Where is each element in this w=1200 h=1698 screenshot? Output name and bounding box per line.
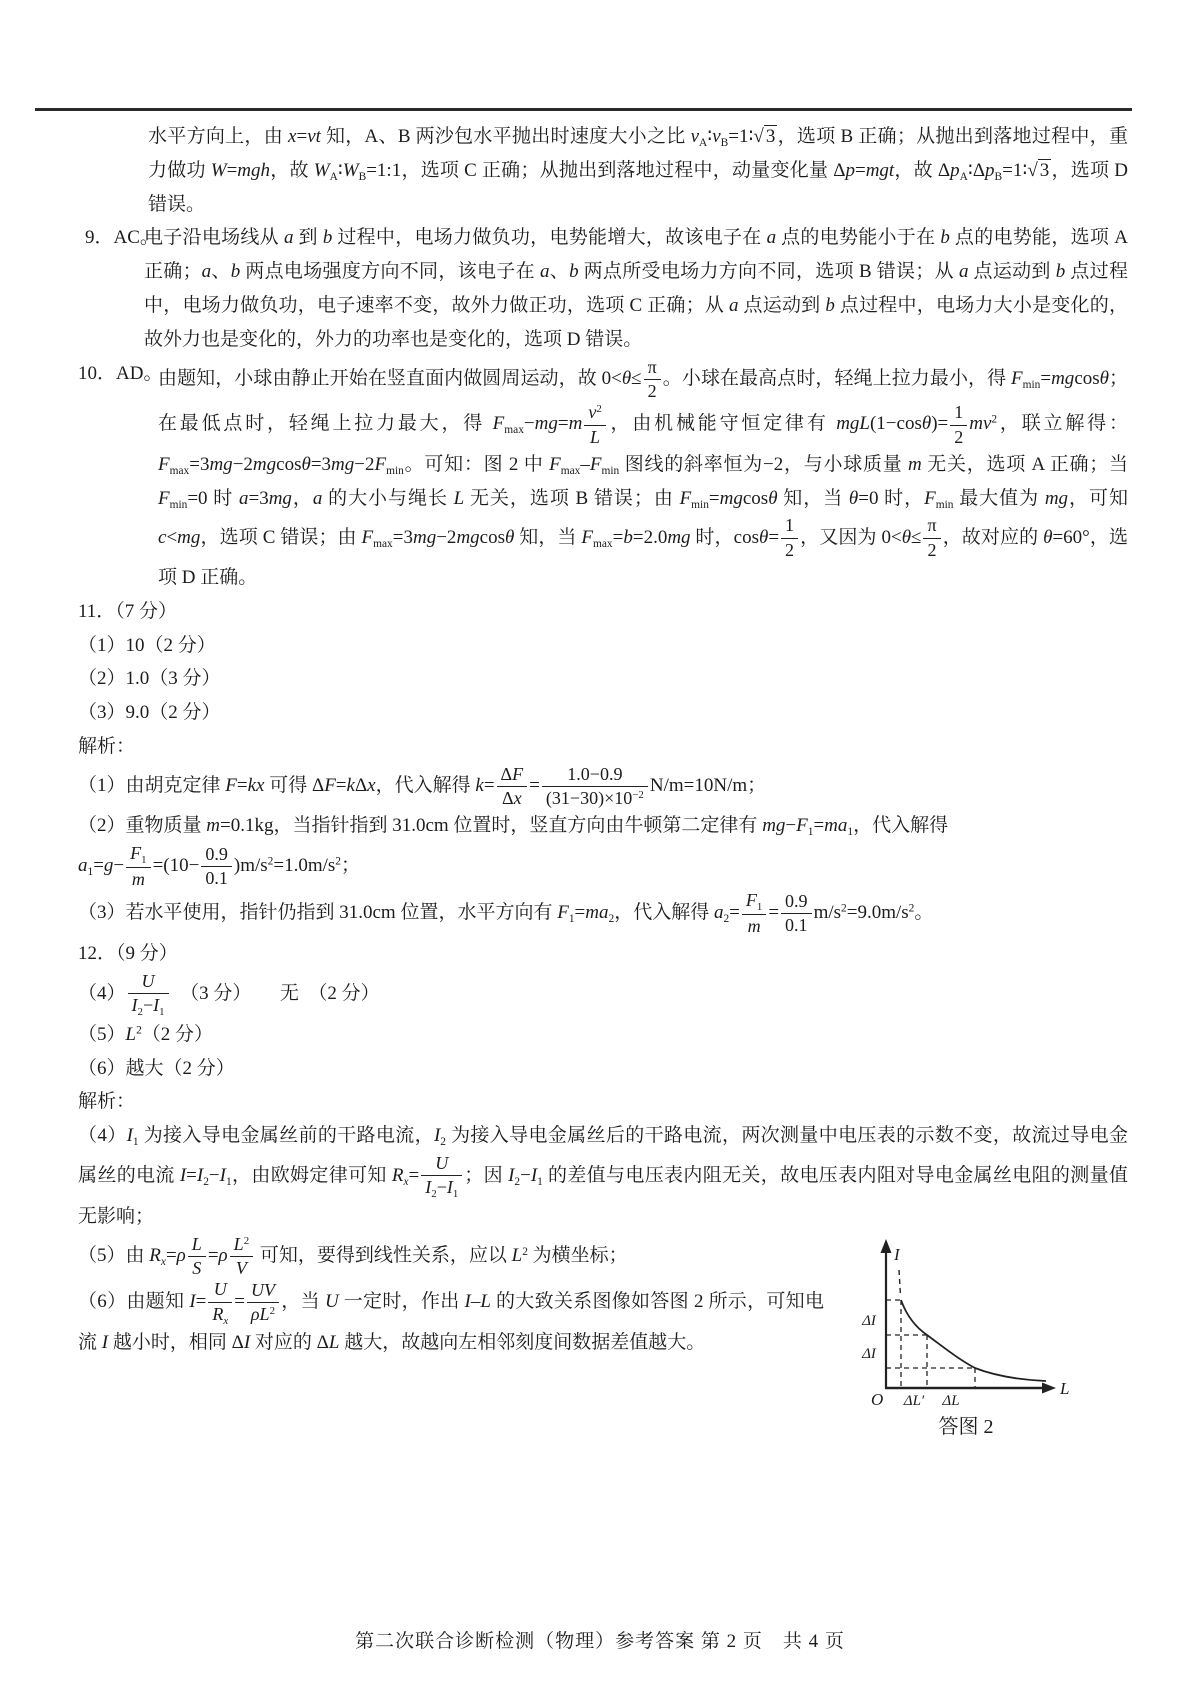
q12-header: 12．（9 分） xyxy=(78,943,178,965)
q12-analysis-4: $(4)I_1$ 为接入导电金属丝前的干路电流，$I_2$ 为接入导电金属丝后的干路电流，两次测量中电压表的示数不变，故流过导电金属丝的电流 $I=I_2-I_1$，由欧姆定律可知 $R_x=$ $\frac{U}{I_2-I_1}$ ；因 $I_2-I_1$ 的差值与电压表内阻无关，故电压表内阻对导电金属丝电阻的测量值无影响； xyxy=(78,1125,1128,1227)
page-content xyxy=(78,120,1128,1446)
x-axis-label: L xyxy=(1060,1378,1070,1398)
q12-answer-6: （6）越大（2 分） xyxy=(78,1057,235,1079)
q10-item xyxy=(78,357,1128,595)
q11-answer-1: （1）10（2 分） xyxy=(78,634,216,656)
y-axis-arrow xyxy=(881,1239,892,1253)
q10-explanation: 由题知，小球由静止开始在竖直面内做圆周运动，故 0<θ≤ $\frac{\pi}{2}$ 。小球在最高点时，轻绳上拉力最小，得 $F_{min}=mgcos\theta$；在最低点时，轻绳上拉力最大，得 $F_{max}-mg=m$ $\frac{v^2}{L}$ ，由机械能守恒定律有 mgL(1−cosθ)= $\frac{1}{2}$ $mv^2$，联立解得：$F_{max}=3mg-2mgcos\theta=3mg-2F_{min}$。可知：图 2 中 $F_{max}-F_{min}$ 图线的斜率恒为−2，与小球质量 m 无关，选项 A 正确；当 $F_{min}=0$ 时 a=3mg，a 的大小与绳长 L 无关，选项 B 错误；由 $F_{min}=mgcos\theta$ 知，当 θ=0 时，$F_{min}$ 最大值为 mg，可知 c<mg，选项 C 错误；由 $F_{max}=3mg-2mgcos\theta$ 知，当 $F_{max}=b=2.0mg$ 时，cosθ= $\frac{1}{2}$ ，又因为 0<θ≤ $\frac{\pi}{2}$ ，故对应的 θ=60°，选项 D 正确。 xyxy=(158,356,1128,588)
i-l-curve xyxy=(901,1300,1046,1381)
q11-answer-3: （3）9.0（2 分） xyxy=(78,702,221,724)
delta-l-prime-label: ΔL′ xyxy=(903,1392,925,1409)
top-rule xyxy=(35,108,1132,111)
curve-dashed-extension xyxy=(899,1270,901,1296)
q8-continuation-paragraph: 水平方向上，由 x=vt 知，A、B 两沙包水平抛出时速度大小之比 $v_A∶v_B=1∶√$ 3 ，选项 B 正确；从抛出到落地过程中，重力做功 W=mgh，故 $W_A∶W_B=1:1$，选项 C 正确；从抛出到落地过程中，动量变化量 Δp=mgt，故 $\Delta p_A∶\Delta p_B=1∶√$ 3 ，选项 D 错误。 xyxy=(148,126,1128,215)
delta-l-label: ΔL xyxy=(942,1392,960,1409)
q9-item xyxy=(78,221,1128,356)
q12-analysis-6: （6）由题知 I= $\frac{U}{R_x}$ = $\frac{UV}{\rho L^2}$ ，当 U 一定时，作出 I–L 的大致关系图像如答图 2 所示，可知电流 I 越小时，相同 ΔI 对应的 ΔL 越大，故越向左相邻刻度间数据差值越大。 xyxy=(78,1279,824,1354)
figure-caption: 答图 2 xyxy=(938,1415,994,1438)
origin-label: O xyxy=(871,1389,884,1409)
i-l-curve-graph xyxy=(848,1236,1084,1412)
page-footer: 第二次联合诊断检测（物理）参考答案 第 2 页 共 4 页 xyxy=(355,1631,845,1652)
answer-figure-2 xyxy=(848,1236,1084,1440)
q11-analysis-2: （2）重物质量 m=0.1kg，当指针指到 31.0cm 位置时，竖直方向由牛顿第二定律有 $mg-F_1=ma_1$，代入解得 xyxy=(78,815,949,839)
q11-header: 11．（7 分） xyxy=(78,600,178,622)
delta-i-lower-label: ΔI xyxy=(862,1345,876,1362)
q11-analysis-1: （1）由胡克定律 F=kx 可得 ΔF=kΔx，代入解得 k= $\frac{\Delta F}{\Delta x}$ = $\frac{1.0-0.9}{(31-30)\times 10^{-2}}$ N/m=10N/m； xyxy=(78,763,767,809)
q11-analysis-3: （3）若水平使用，指针仍指到 31.0cm 位置，水平方向有 $F_1=ma_2$，代入解得 $a_2=$ $\frac{F_1}{m}$ = $\frac{0.9}{0.1}$ $m/s^2=9.0m/s^2$。 xyxy=(78,890,934,936)
q12-analysis-section xyxy=(78,1119,1128,1446)
q12-answer-5: $(5)L^2(2$ 分） xyxy=(78,1023,214,1045)
q11-analysis-label: 解析： xyxy=(78,736,136,758)
y-axis-label: I xyxy=(894,1244,900,1264)
delta-i-upper-label: ΔI xyxy=(862,1312,876,1329)
q10-number-answer: 10．AD。 xyxy=(78,362,163,384)
q11-answer-2: （2）1.0（3 分） xyxy=(78,668,221,690)
q12-answer-4: （4） $\frac{U}{I_2-I_1}$ （3 分） 无 （2 分） xyxy=(78,970,380,1018)
q9-explanation: 电子沿电场线从 a 到 b 过程中，电场力做负功，电势能增大，故该电子在 a 点的电势能小于在 b 点的电势能，选项 A 正确；a、b 两点电场强度方向不同，该电子在 a、b 两点所受电场力方向不同，选项 B 错误；从 a 点运动到 b 点过程中，电场力做负功，电子速率不变，故外力做正功，选项 C 正确；从 a 点运动到 b 点过程中，电场力大小是变化的，故外力也是变化的，外力的功率也是变化的，选项 D 错误。 xyxy=(144,227,1128,350)
q12-analysis-label: 解析： xyxy=(78,1091,136,1113)
q12-analysis-5: （5）由 $R_x=\rho$ $\frac{L}{S}$ =ρ $\frac{L^2}{V}$ 可知，要得到线性关系，应以 $L^2$ 为横坐标； xyxy=(78,1233,628,1278)
x-axis-arrow xyxy=(1042,1382,1056,1393)
q9-number-answer: 9．AC。 xyxy=(85,227,159,249)
q11-analysis-2-equation: $a_1=g-$ $\frac{F_1}{m}$ =(10− $\frac{0.9}{0.1}$ )$m/s^2=1.0m/s^2$； xyxy=(78,843,361,889)
